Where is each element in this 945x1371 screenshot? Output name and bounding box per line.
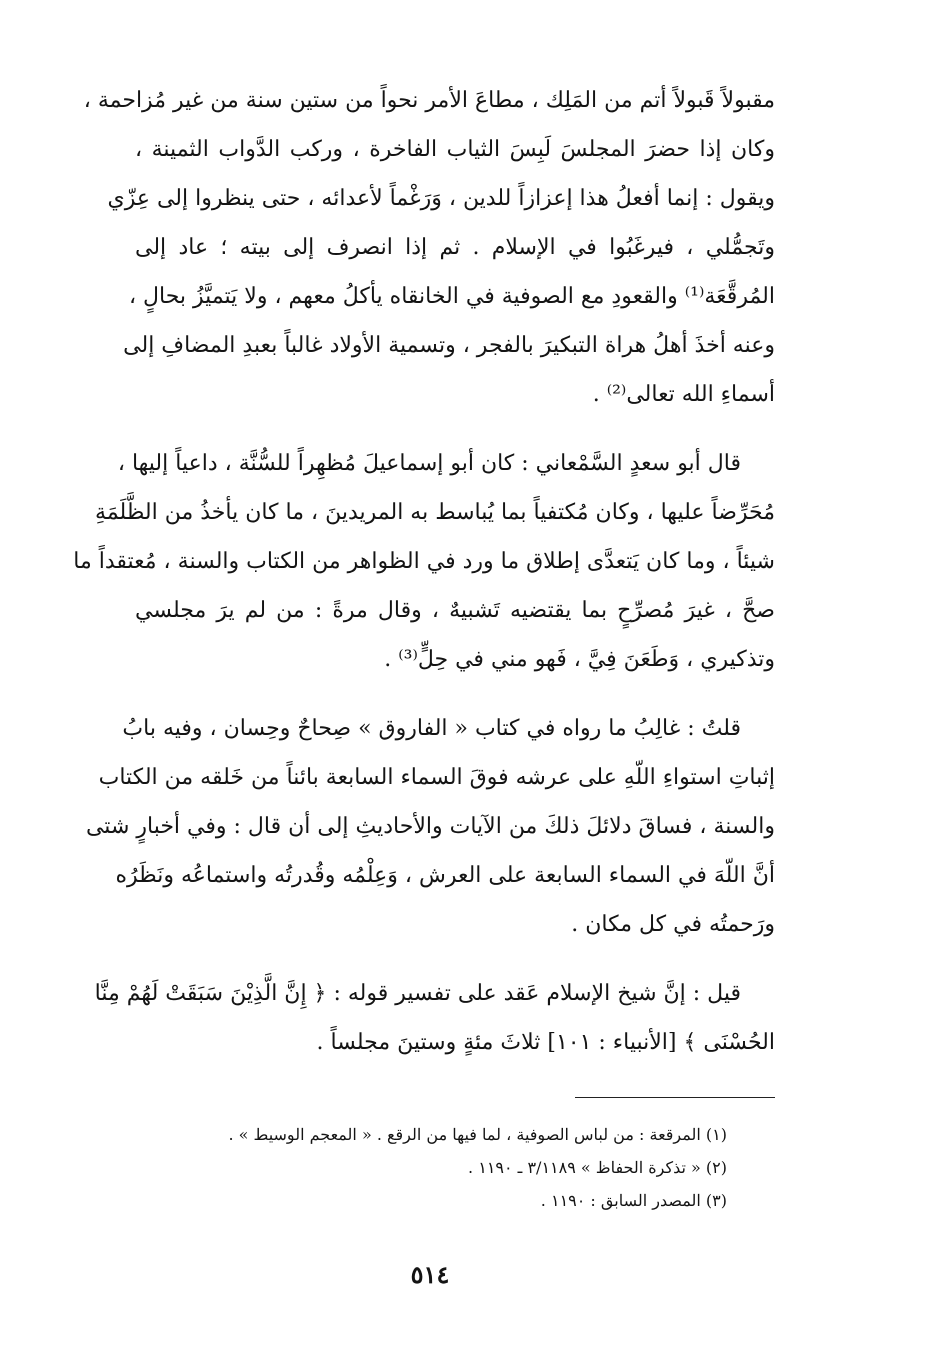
text-line: وتَجمُّلي ، فيرغَبُوا في الإسلام . ثم إذا انصرف إلى بيته ؛ عاد إلى — [135, 235, 775, 260]
text-line: قلتُ : غالِبُ ما رواه في كتاب « الفاروق » صِحاحٌ وحِسان ، وفيه بابُ — [122, 716, 741, 741]
main-text — [73, 86, 775, 1077]
text-line: شيئاً ، وما كان يَتعدَّى إطلاق ما ورد في الظواهر من الكتاب والسنة ، مُعتقداً ما — [73, 549, 775, 574]
footnote-3: (٣) المصدر السابق : ١١٩٠ . — [540, 1191, 727, 1210]
text-line: وتذكيري ، وَطَعَنَ فِيَّ ، فَهو مني في حِلٍّ⁽³⁾ . — [384, 647, 775, 672]
text-line: أنَّ اللّهَ في السماء السابعة على العرش ، وَعِلْمُه وقُدرتُه واستماعُه ونَظَرُه — [115, 863, 775, 888]
text-line: قال أبو سعدٍ السَّمْعاني : كان أبو إسماعيلَ مُظهِراً للسُّنَّة ، داعياً إليها ، — [117, 451, 741, 476]
paragraph-4 — [94, 979, 775, 1058]
footnote-1: (١) المرقعة : من لباس الصوفية ، لما فيها من الرقع . « المعجم الوسيط » . — [228, 1125, 727, 1144]
text-line: وعنه أخذَ أهلُ هراة التبكيرَ بالفجر ، وتسمية الأولاد غالباً بعبدِ المضافِ إلى — [123, 333, 775, 358]
text-line: صحَّ ، غيرَ مُصرِّحٍ بما يقتضيه تَشبيهٌ ، وقال مرةً : من لم يرَ مجلسي — [135, 598, 775, 623]
text-line: المُرقَّعَة⁽¹⁾ والقعودِ مع الصوفية في الخانقاه يأكلُ معهم ، ولا يَتميَّزُ بحالٍ ، — [128, 284, 775, 309]
footnote-2: (٢) « تذكرة الحفاظ » ٣/١١٨٩ ـ ١١٩٠ . — [468, 1158, 727, 1177]
paragraph-1 — [83, 86, 775, 410]
text-line: إثباتِ استواءِ اللّهِ على عرشه فوقَ السماء السابعة بائناً من خَلقه من الكتاب — [98, 765, 775, 790]
paragraph-3 — [85, 714, 775, 940]
text-line: ويقول : إنما أفعلُ هذا إعزازاً للدين ، وَرَغْماً لأعدائه ، حتى ينظروا إلى عِزّي — [107, 186, 775, 211]
text-line: الحُسْنَى ﴾ [الأنبياء : ١٠١] ثلاثَ مئةٍ وستينَ مجلساً . — [316, 1030, 775, 1055]
text-line: ورَحمتُه في كل مكان . — [571, 912, 775, 937]
text-line: مقبولاً قَبولاً أتم من المَلِك ، مطاعَ الأمر نحواً من ستين سنة من غير مُزاحمة ، — [83, 88, 775, 113]
text-line: مُحَرِّضاً عليها ، وكان مُكتفياً بما يُباسط به المريدينَ ، ما كان يأخذُ من الظَّلَمَةِ — [95, 500, 775, 525]
text-line: والسنة ، فساقَ دلائلَ ذلكَ من الآيات والأحاديثِ إلى أن قال : وفي أخبارٍ شتى — [85, 814, 775, 839]
text-line: وكان إذا حضرَ المجلسَ لَبِسَ الثياب الفاخرة ، وركب الدَّواب الثمينة ، — [135, 137, 775, 162]
page-number: ٥١٤ — [410, 1260, 450, 1289]
text-line: قيل : إنَّ شيخ الإسلام عَقد على تفسير قوله : ﴿ إِنَّ الَّذِيْنَ سَبَقَتْ لَهُمْ مِنَّا — [94, 981, 741, 1006]
footnote-separator — [575, 1097, 775, 1098]
paragraph-2 — [73, 449, 775, 675]
text-line: أسماءِ الله تعالى⁽²⁾ . — [592, 382, 775, 407]
footnotes — [167, 1124, 727, 1223]
